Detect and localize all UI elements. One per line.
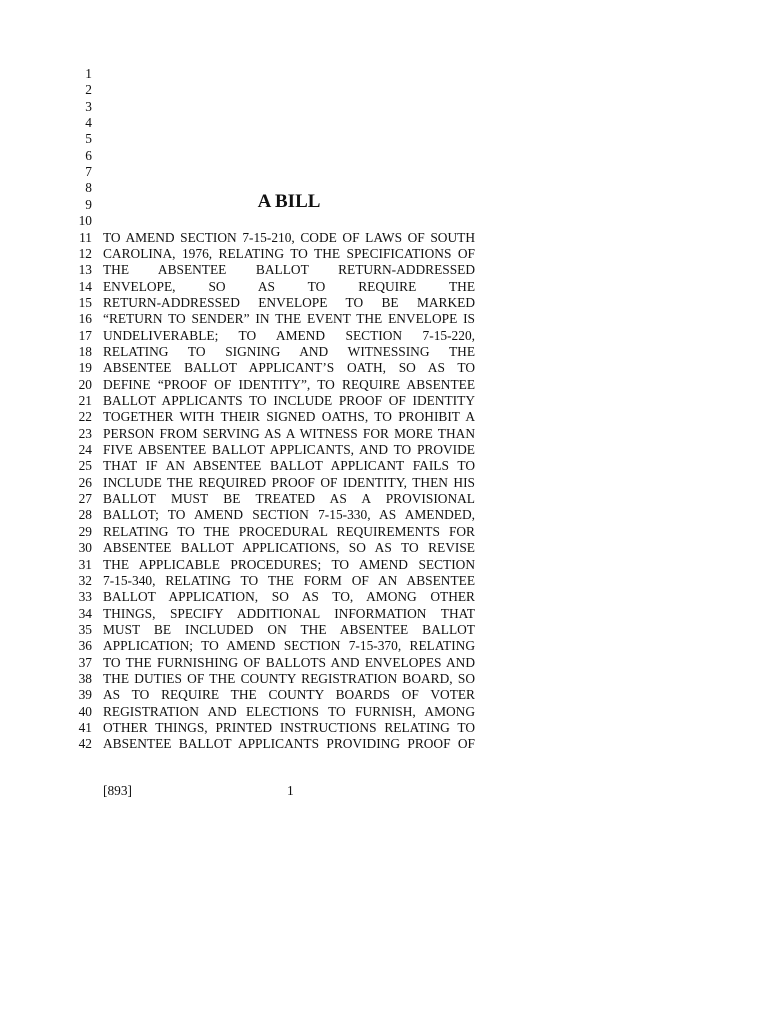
line-number: 30 <box>78 540 92 556</box>
line-number: 8 <box>85 180 92 196</box>
document-line <box>0 246 770 262</box>
document-line <box>0 606 770 622</box>
line-number: 29 <box>78 523 92 539</box>
document-line <box>0 344 770 360</box>
document-line <box>0 295 770 311</box>
line-number: 22 <box>78 409 92 425</box>
line-text: TO THE FURNISHING OF BALLOTS AND ENVELOPES AND <box>103 654 475 670</box>
line-number: 36 <box>78 638 92 654</box>
line-number: 40 <box>78 703 92 719</box>
line-number: 10 <box>78 213 92 229</box>
document-line <box>0 540 770 556</box>
document-line <box>0 589 770 605</box>
line-number: 19 <box>78 360 92 376</box>
line-text: OTHER THINGS, PRINTED INSTRUCTIONS RELATING TO <box>103 720 475 735</box>
document-line <box>0 507 770 523</box>
document-line <box>0 442 770 458</box>
document-line <box>0 190 770 213</box>
line-text: AS TO REQUIRE THE COUNTY BOARDS OF VOTER <box>103 687 475 703</box>
line-number: 14 <box>78 278 92 294</box>
line-number: 23 <box>78 425 92 441</box>
line-text: TOGETHER WITH THEIR SIGNED OATHS, TO PROHIBIT A <box>103 409 475 425</box>
footer-page-number: 1 <box>287 783 294 798</box>
line-number: 15 <box>78 294 92 310</box>
document-line <box>0 99 770 115</box>
line-number: 11 <box>79 229 92 245</box>
bill-title: A BILL <box>257 190 321 212</box>
document-line <box>0 736 770 752</box>
document-line <box>0 638 770 654</box>
line-text: DEFINE “PROOF OF IDENTITY”, TO REQUIRE ABSENTEE <box>103 376 475 392</box>
document-line <box>0 328 770 344</box>
line-text: BALLOT APPLICATION, SO AS TO, AMONG OTHER <box>103 589 475 605</box>
line-number: 42 <box>78 736 92 752</box>
line-number: 26 <box>78 474 92 490</box>
document-line <box>0 557 770 573</box>
line-number: 16 <box>78 311 92 327</box>
line-text: INCLUDE THE REQUIRED PROOF OF IDENTITY, THEN HIS <box>103 474 475 490</box>
document-line <box>0 655 770 671</box>
line-number: 31 <box>78 556 92 572</box>
document-line <box>0 230 770 246</box>
line-number: 2 <box>85 82 92 98</box>
line-number: 33 <box>78 589 92 605</box>
line-number: 28 <box>78 507 92 523</box>
line-text: “RETURN TO SENDER” IN THE EVENT THE ENVELOPE IS <box>103 311 475 327</box>
line-number: 20 <box>78 376 92 392</box>
document-line <box>0 148 770 164</box>
line-number: 35 <box>78 621 92 637</box>
line-text: MUST BE INCLUDED ON THE ABSENTEE BALLOT <box>103 621 475 637</box>
document-line <box>0 213 770 229</box>
document-line <box>0 491 770 507</box>
document-line <box>0 360 770 376</box>
line-text: RETURN-ADDRESSED ENVELOPE TO BE MARKED <box>103 294 475 310</box>
document-line <box>0 279 770 295</box>
line-text: THAT IF AN ABSENTEE BALLOT APPLICANT FAILS TO <box>103 458 475 474</box>
line-number: 39 <box>78 687 92 703</box>
line-text: APPLICATION; TO AMEND SECTION 7-15-370, RELATING <box>103 638 475 654</box>
line-number: 21 <box>78 393 92 408</box>
document-line <box>0 720 770 736</box>
document-line <box>0 687 770 703</box>
line-number: 4 <box>85 115 92 131</box>
line-number: 25 <box>78 458 92 474</box>
line-number: 1 <box>85 66 92 81</box>
line-text: FIVE ABSENTEE BALLOT APPLICANTS, AND TO PROVIDE <box>103 442 475 458</box>
line-number: 34 <box>78 605 92 621</box>
document-line <box>0 475 770 491</box>
line-number: 3 <box>85 98 92 114</box>
line-text: PERSON FROM SERVING AS A WITNESS FOR MORE THAN <box>103 425 475 441</box>
document-line <box>0 262 770 278</box>
line-text: REGISTRATION AND ELECTIONS TO FURNISH, AMONG <box>103 703 475 719</box>
line-text: THE ABSENTEE BALLOT RETURN-ADDRESSED <box>103 262 475 278</box>
document-line <box>0 82 770 98</box>
line-text: ABSENTEE BALLOT APPLICANT’S OATH, SO AS TO <box>103 360 475 376</box>
line-text: UNDELIVERABLE; TO AMEND SECTION 7-15-220, <box>103 327 475 343</box>
line-number: 13 <box>78 262 92 278</box>
document-line <box>0 115 770 131</box>
line-number: 27 <box>78 491 92 507</box>
line-text: THE APPLICABLE PROCEDURES; TO AMEND SECTION <box>103 556 475 572</box>
line-number: 17 <box>78 327 92 343</box>
document-line <box>0 573 770 589</box>
line-text: CAROLINA, 1976, RELATING TO THE SPECIFICATIONS OF <box>103 245 475 261</box>
document-line <box>0 622 770 638</box>
line-text: ABSENTEE BALLOT APPLICANTS PROVIDING PROOF OF <box>103 736 475 752</box>
line-number: 18 <box>78 343 92 359</box>
line-text: BALLOT; TO AMEND SECTION 7-15-330, AS AMENDED, <box>103 507 475 523</box>
line-number: 6 <box>85 147 92 163</box>
line-number: 12 <box>78 245 92 261</box>
line-number: 7 <box>85 164 92 180</box>
line-number: 5 <box>85 131 92 147</box>
footer-bill-code: [893] <box>103 783 133 798</box>
document-line <box>0 704 770 720</box>
line-text: 7-15-340, RELATING TO THE FORM OF AN ABSENTEE <box>103 572 475 588</box>
document-line <box>0 458 770 474</box>
line-number: 32 <box>78 572 92 588</box>
document-line <box>0 377 770 393</box>
line-number: 41 <box>78 720 92 735</box>
line-text: ENVELOPE, SO AS TO REQUIRE THE <box>103 278 475 294</box>
line-text: BALLOT APPLICANTS TO INCLUDE PROOF OF IDENTITY <box>103 393 475 408</box>
document-line <box>0 393 770 409</box>
document-line <box>0 66 770 82</box>
line-text: RELATING TO THE PROCEDURAL REQUIREMENTS FOR <box>103 523 475 539</box>
line-text: ABSENTEE BALLOT APPLICATIONS, SO AS TO REVISE <box>103 540 475 556</box>
line-text: THINGS, SPECIFY ADDITIONAL INFORMATION THAT <box>103 605 475 621</box>
document-line <box>0 311 770 327</box>
line-number: 24 <box>78 442 92 458</box>
document-line <box>0 164 770 180</box>
document-line <box>0 409 770 425</box>
document-line <box>0 131 770 147</box>
line-number: 38 <box>78 670 92 686</box>
line-text: TO AMEND SECTION 7-15-210, CODE OF LAWS OF SOUTH <box>103 229 475 245</box>
line-text: BALLOT MUST BE TREATED AS A PROVISIONAL <box>103 491 475 507</box>
document-line <box>0 671 770 687</box>
line-text: THE DUTIES OF THE COUNTY REGISTRATION BOARD, SO <box>103 670 475 686</box>
document-line <box>0 524 770 540</box>
line-number: 9 <box>85 196 92 212</box>
document-line <box>0 426 770 442</box>
line-number: 37 <box>78 654 92 670</box>
line-text: RELATING TO SIGNING AND WITNESSING THE <box>103 343 475 359</box>
